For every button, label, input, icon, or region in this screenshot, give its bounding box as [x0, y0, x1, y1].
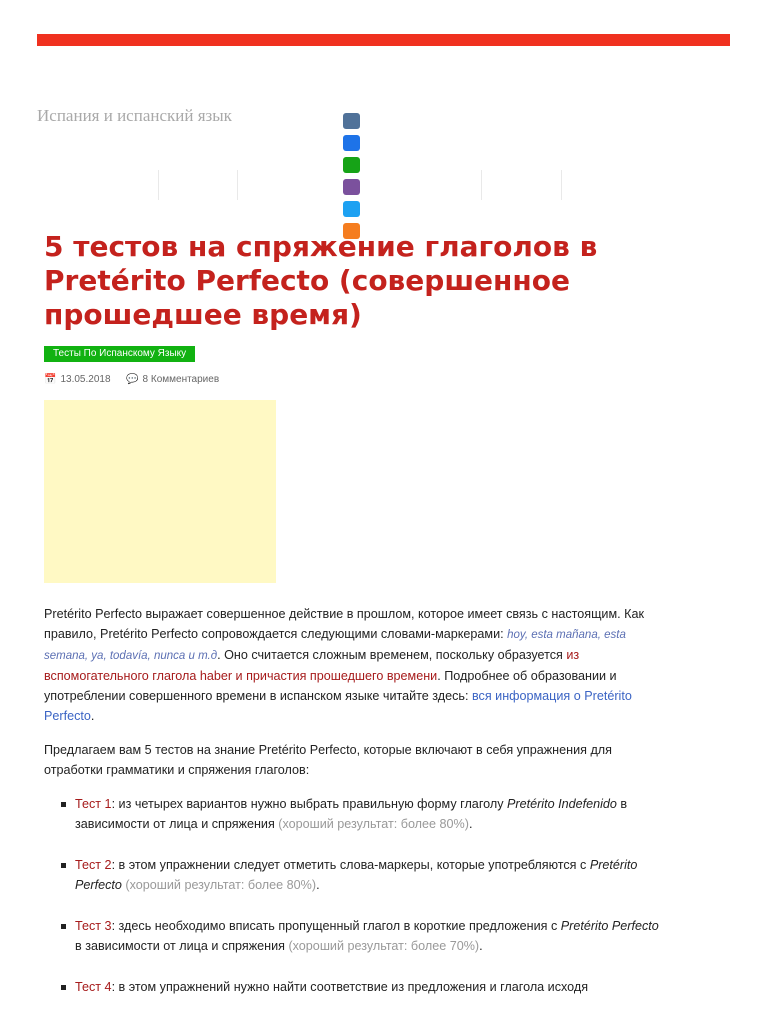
test-2-link[interactable]: Тест 2 — [75, 858, 112, 872]
share-viber-icon[interactable] — [343, 179, 360, 195]
list-item: Тест 4: в этом упражнений нужно найти соответствие из предложения и глагола исходя — [44, 977, 660, 997]
list-item: Тест 3: здесь необходимо вписать пропущенный глагол в короткие предложения с Pretérito Perfecto в зависимости от лица и спряжения (хороший результат: более 70%). — [44, 916, 660, 956]
post-date: 13.05.2018 — [60, 374, 111, 385]
test-1-link[interactable]: Тест 1 — [75, 797, 112, 811]
article-title: 5 тестов на спряжение глаголов в Pretérito Perfecto (совершенное прошедшее время) — [44, 230, 598, 331]
list-item: Тест 1: из четырех вариантов нужно выбрать правильную форму глаголу Pretérito Indefenido в зависимости от лица и спряжения (хороший результат: более 80%). — [44, 794, 660, 834]
category-badge[interactable]: Тесты По Испанскому Языку — [44, 346, 195, 362]
article-body — [44, 604, 660, 1018]
share-whatsapp-icon[interactable] — [343, 157, 360, 173]
site-title-link[interactable]: Испания и испанский язык — [37, 106, 232, 125]
ad-placeholder — [44, 400, 276, 583]
nav-divider — [481, 170, 482, 200]
comments-link[interactable]: 8 Комментариев — [142, 374, 220, 385]
tests-intro-paragraph: Предлагаем вам 5 тестов на знание Pretérito Perfecto, которые включают в себя упражнения для отработки грамматики и спряжения глаголов: — [44, 743, 612, 777]
nav-divider — [561, 170, 562, 200]
comment-icon: 💬 — [126, 374, 139, 385]
calendar-icon: 📅 — [44, 374, 57, 385]
test-3-link[interactable]: Тест 3 — [75, 919, 112, 933]
list-item: Тест 2: в этом упражнении следует отметить слова-маркеры, которые употребляются с Pretérito Perfecto (хороший результат: более 80%). — [44, 855, 660, 895]
haber-formation-link[interactable]: из вспомогательного глагола haber и причастия прошедшего времени — [44, 648, 580, 683]
nav-divider — [237, 170, 238, 200]
share-facebook-icon[interactable] — [343, 135, 360, 151]
nav-divider — [158, 170, 159, 200]
marker-words: hoy, esta mañana, esta semana, ya, todavía, nunca и т.д — [44, 629, 626, 662]
preterito-perfecto-info-link[interactable]: вся информация о Pretérito Perfecto — [44, 689, 632, 723]
top-accent-bar — [37, 34, 730, 46]
post-meta — [44, 373, 219, 387]
tests-list — [44, 794, 660, 997]
share-twitter-icon[interactable] — [343, 201, 360, 217]
share-vk-icon[interactable] — [343, 113, 360, 129]
intro-paragraph: Pretérito Perfecto выражает совершенное действие в прошлом, которое имеет связь с настоящим. Как правило, Pretérito Perfecto сопровождается следующими словами-маркерами: hoy, esta mañana, esta semana, ya, todavía, nunca и т.д. Оно считается сложным временем, поскольку образуется из вспомогательного глагола haber и причастия прошедшего времени. Подробнее об образовании и употреблении совершенного времени в испанском языке читайте здесь: вся информация о Pretérito Perfecto. — [44, 607, 644, 723]
share-buttons — [343, 113, 360, 245]
test-4-link[interactable]: Тест 4 — [75, 980, 112, 994]
